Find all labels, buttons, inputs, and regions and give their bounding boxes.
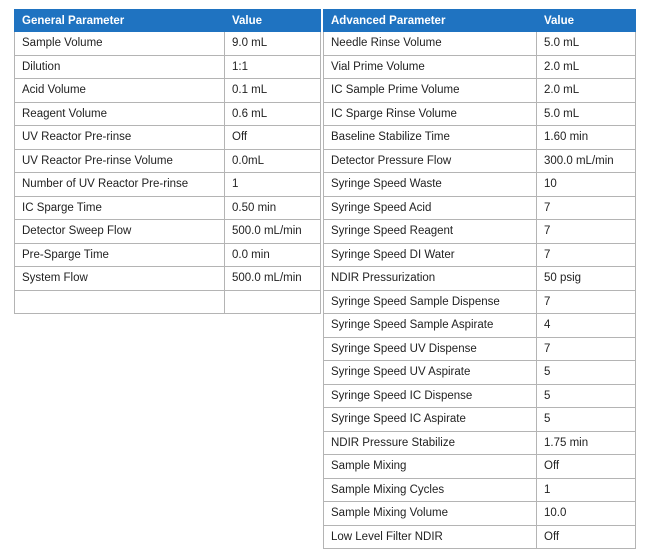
table-row xyxy=(324,220,636,244)
table-row xyxy=(324,55,636,79)
parameter-value-cell: 5 xyxy=(537,408,636,432)
parameter-value-cell: Off xyxy=(225,126,321,150)
table-header-row xyxy=(15,10,321,32)
general-parameter-table xyxy=(14,9,321,314)
table-row xyxy=(324,408,636,432)
parameter-value-cell: 0.0mL xyxy=(225,149,321,173)
parameter-value-cell: 500.0 mL/min xyxy=(225,267,321,291)
parameter-value-cell: 5 xyxy=(537,361,636,385)
parameter-value-cell: 1.75 min xyxy=(537,431,636,455)
parameter-name-cell: Syringe Speed Waste xyxy=(324,173,537,197)
table-row xyxy=(15,243,321,267)
general-parameter-header: General Parameter xyxy=(15,10,225,32)
table-row xyxy=(324,149,636,173)
parameter-name-cell: Low Level Filter NDIR xyxy=(324,525,537,549)
table-row xyxy=(324,314,636,338)
parameter-name-cell: IC Sparge Time xyxy=(15,196,225,220)
parameter-name-cell: IC Sparge Rinse Volume xyxy=(324,102,537,126)
general-parameter-rows xyxy=(15,32,321,314)
parameter-value-cell: 7 xyxy=(537,243,636,267)
parameter-value-cell: 5.0 mL xyxy=(537,102,636,126)
general-value-header: Value xyxy=(225,10,321,32)
parameter-name-cell: Syringe Speed Sample Dispense xyxy=(324,290,537,314)
parameter-value-cell: 7 xyxy=(537,337,636,361)
table-row xyxy=(15,196,321,220)
parameter-value-cell: 7 xyxy=(537,220,636,244)
table-row xyxy=(324,243,636,267)
table-row xyxy=(324,267,636,291)
table-row xyxy=(15,267,321,291)
parameter-value-cell: 300.0 mL/min xyxy=(537,149,636,173)
parameter-name-cell: Detector Pressure Flow xyxy=(324,149,537,173)
parameter-value-cell xyxy=(225,290,321,314)
parameter-name-cell: Syringe Speed Reagent xyxy=(324,220,537,244)
table-row xyxy=(324,173,636,197)
parameter-name-cell: System Flow xyxy=(15,267,225,291)
table-row xyxy=(15,79,321,103)
parameter-value-cell: 9.0 mL xyxy=(225,32,321,56)
table-row xyxy=(324,79,636,103)
table-row xyxy=(324,361,636,385)
parameter-name-cell: NDIR Pressure Stabilize xyxy=(324,431,537,455)
parameter-name-cell: Sample Mixing xyxy=(324,455,537,479)
parameter-value-cell: 7 xyxy=(537,196,636,220)
parameter-name-cell: Pre-Sparge Time xyxy=(15,243,225,267)
table-row xyxy=(15,220,321,244)
parameter-name-cell: Sample Mixing Volume xyxy=(324,502,537,526)
table-row xyxy=(324,502,636,526)
parameter-name-cell: Sample Mixing Cycles xyxy=(324,478,537,502)
parameter-name-cell: Vial Prime Volume xyxy=(324,55,537,79)
table-row xyxy=(324,384,636,408)
parameter-value-cell: 4 xyxy=(537,314,636,338)
table-row xyxy=(324,196,636,220)
parameter-name-cell: Syringe Speed DI Water xyxy=(324,243,537,267)
parameter-name-cell: Dilution xyxy=(15,55,225,79)
table-row xyxy=(324,290,636,314)
table-row xyxy=(324,525,636,549)
parameter-value-cell: 5 xyxy=(537,384,636,408)
parameter-value-cell: Off xyxy=(537,525,636,549)
parameter-name-cell: Sample Volume xyxy=(15,32,225,56)
advanced-value-header: Value xyxy=(537,10,636,32)
parameter-name-cell: Syringe Speed IC Dispense xyxy=(324,384,537,408)
parameter-value-cell: 0.6 mL xyxy=(225,102,321,126)
table-row xyxy=(324,455,636,479)
parameter-name-cell: Syringe Speed Acid xyxy=(324,196,537,220)
parameter-value-cell: 1:1 xyxy=(225,55,321,79)
parameter-name-cell: NDIR Pressurization xyxy=(324,267,537,291)
parameter-value-cell: 1 xyxy=(537,478,636,502)
parameter-value-cell: 0.0 min xyxy=(225,243,321,267)
parameter-name-cell: UV Reactor Pre-rinse xyxy=(15,126,225,150)
parameter-value-cell: 50 psig xyxy=(537,267,636,291)
parameter-name-cell: IC Sample Prime Volume xyxy=(324,79,537,103)
table-row xyxy=(15,149,321,173)
parameter-name-cell: Syringe Speed UV Aspirate xyxy=(324,361,537,385)
parameter-value-cell: 7 xyxy=(537,290,636,314)
parameter-name-cell: Syringe Speed UV Dispense xyxy=(324,337,537,361)
parameter-name-cell: Acid Volume xyxy=(15,79,225,103)
table-row xyxy=(15,126,321,150)
table-row xyxy=(324,102,636,126)
parameter-value-cell: 1 xyxy=(225,173,321,197)
table-row xyxy=(324,337,636,361)
parameter-name-cell: Syringe Speed IC Aspirate xyxy=(324,408,537,432)
parameter-name-cell: Reagent Volume xyxy=(15,102,225,126)
parameter-value-cell: 0.1 mL xyxy=(225,79,321,103)
parameter-value-cell: 10.0 xyxy=(537,502,636,526)
parameter-name-cell: Needle Rinse Volume xyxy=(324,32,537,56)
parameter-name-cell: Syringe Speed Sample Aspirate xyxy=(324,314,537,338)
parameter-name-cell: Number of UV Reactor Pre-rinse xyxy=(15,173,225,197)
table-row xyxy=(15,290,321,314)
parameter-value-cell: 1.60 min xyxy=(537,126,636,150)
parameter-name-cell: UV Reactor Pre-rinse Volume xyxy=(15,149,225,173)
table-row xyxy=(324,478,636,502)
table-row xyxy=(324,431,636,455)
table-row xyxy=(15,173,321,197)
parameter-value-cell: 5.0 mL xyxy=(537,32,636,56)
advanced-parameter-header: Advanced Parameter xyxy=(324,10,537,32)
advanced-parameter-rows xyxy=(324,32,636,549)
parameter-name-cell: Detector Sweep Flow xyxy=(15,220,225,244)
table-row xyxy=(15,32,321,56)
parameter-value-cell: 500.0 mL/min xyxy=(225,220,321,244)
table-row xyxy=(324,126,636,150)
parameter-name-cell: Baseline Stabilize Time xyxy=(324,126,537,150)
parameter-value-cell: 0.50 min xyxy=(225,196,321,220)
advanced-parameter-table xyxy=(323,9,636,549)
parameter-name-cell xyxy=(15,290,225,314)
table-row xyxy=(15,102,321,126)
table-header-row xyxy=(324,10,636,32)
parameter-value-cell: Off xyxy=(537,455,636,479)
table-row xyxy=(15,55,321,79)
parameter-value-cell: 10 xyxy=(537,173,636,197)
parameter-value-cell: 2.0 mL xyxy=(537,79,636,103)
table-row xyxy=(324,32,636,56)
parameter-value-cell: 2.0 mL xyxy=(537,55,636,79)
